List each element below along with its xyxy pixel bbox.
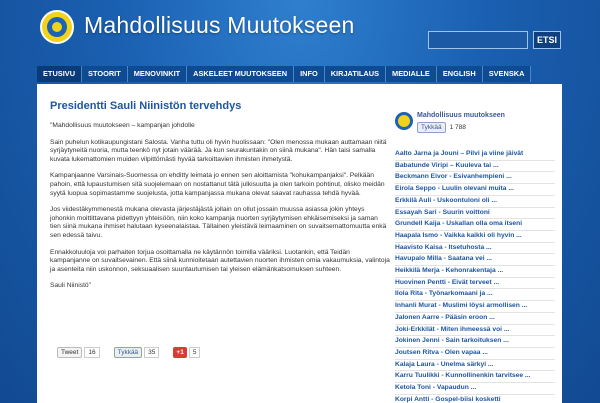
story-link[interactable]: Huovinen Pentti - Eivät terveet ... (395, 278, 555, 290)
article-title: Presidentti Sauli Niinistön tervehdys (50, 100, 242, 112)
share-bar (57, 347, 214, 358)
story-link[interactable]: Ketola Toni - Vapaudun ... (395, 383, 555, 395)
content-panel (37, 84, 562, 403)
article-paragraph: Jos viidestäkymmenestä mukana olevasta järjestäjästä jollain on ollut jossain muussa asiassa jokin yhteys johonkin moittittavana pidettyyn yhteisöön, niin koko kampanja nuorten syrjäytymisen ehkäisemiseksi ja saman tien siinä mukana ihmiset halutaan kyseenalaistaa. Tällainen yleistävä leimaaminen on suvaitsemattomuutta enkä sen edessä taivu. (50, 206, 387, 239)
search-button[interactable]: ETSI (533, 31, 561, 49)
story-link[interactable]: Eirola Seppo - Luulin olevani muita ... (395, 184, 555, 196)
search-input[interactable] (428, 31, 528, 49)
story-link[interactable]: Inhanli Murat - Muslimi löysi armollisen ... (395, 301, 555, 313)
story-link[interactable]: Babatunde Viripi – Kuuleva tai ... (395, 161, 555, 173)
article (50, 100, 390, 299)
story-link[interactable]: Aalto Jarna ja Jouni – Pilvi ja viine jäivät (395, 149, 555, 161)
story-link[interactable]: Heikkilä Merja - Kehonrakentaja ... (395, 266, 555, 278)
site-title[interactable]: Mahdollisuus Muutokseen (84, 12, 355, 38)
article-paragraph: Kampanjaanne Varsinais-Suomessa on ehditty leimata jo ennen sen aloittamista "kohukampanjaksi". Pelkään pahoin, että lupaustumisen sitä suojelemaan on nostattanut tätä julkisuutta ja olen tarkoin pohtinut, olisko meidän syytä luopua sopimastamme suojelusta, jotta kampanjassa mukana olevat saavat rauhassa tehdä hyvää. (50, 172, 385, 197)
story-link[interactable]: Jalonen Aarre - Pääsin eroon ... (395, 313, 555, 325)
story-link-list (395, 149, 555, 403)
nav-item-english[interactable]: ENGLISH (437, 66, 483, 82)
facebook-page-name[interactable]: Mahdollisuus muutokseen (417, 112, 505, 119)
google-plus-count: 5 (189, 347, 201, 358)
story-link[interactable]: Haavisto Kaisa - Itsetuhosta ... (395, 243, 555, 255)
story-link[interactable]: Korpi Antti - Gospel-biisi kosketti (395, 395, 555, 403)
tweet-button[interactable]: Tweet (57, 347, 82, 358)
nav-item-medialle[interactable]: MEDIALLE (386, 66, 437, 82)
nav-item-askeleet[interactable]: ASKELEET MUUTOKSEEN (187, 66, 294, 82)
story-link[interactable]: Grundell Kaija - Uskallan olla oma itseni (395, 219, 555, 231)
story-link[interactable]: Beckmann Eivor - Esivanhempieni ... (395, 172, 555, 184)
story-link[interactable]: Joutsen Ritva - Olen vapaa ... (395, 348, 555, 360)
google-plus-button[interactable]: +1 (173, 347, 186, 358)
facebook-like-button[interactable]: Tykkää (114, 347, 143, 358)
story-link[interactable]: Joki-Erkkilät - Miten ihmeessä voi ... (395, 325, 555, 337)
nav-item-etusivu[interactable]: ETUSIVU (37, 66, 82, 82)
story-link[interactable]: Karru Tuulikki - Kunnollinenkin tarvitsee ... (395, 371, 555, 383)
nav-item-kirjatilaus[interactable]: KIRJATILAUS (325, 66, 386, 82)
logo-icon[interactable] (40, 10, 74, 44)
story-link[interactable]: Ilola Rita - Työnarkomaani ja ... (395, 289, 555, 301)
nav-item-svenska[interactable]: SVENSKA (483, 66, 532, 82)
article-paragraph: "Mahdollisuus muutokseen – kampanjan johdolle (50, 122, 195, 129)
facebook-like-count: 35 (144, 347, 159, 358)
story-link[interactable]: Haapala Ismo - Vaikka kaikki oli hyvin ... (395, 231, 555, 243)
article-paragraph: Sauli Niinistö" (50, 282, 92, 290)
nav-item-stoorit[interactable]: STOORIT (82, 66, 128, 82)
story-link[interactable]: Essayah Sari - Suurin voittoni (395, 208, 555, 220)
site-header (0, 0, 600, 64)
facebook-page-like-count: 1 788 (449, 124, 466, 131)
story-link[interactable]: Jokinen Jenni - Sain tarkoituksen ... (395, 336, 555, 348)
article-paragraph: Sain puhelun kotikaupungistani Salosta. Vanha tuttu oli hyvin huolissaan: "Olen menossa mukaan auttamaan niitä syrjäytyneitä nuoria, mutta teenkö nyt jotain väärää. Ja kun seurakuntakin on siinä mukana". Hän taisi samalla kuvata lukemattomien muiden vilpittömästi hyvää tarkoittavien ihmisten ihmetystä. (50, 138, 387, 163)
page-logo-icon[interactable] (395, 112, 413, 130)
story-link[interactable]: Havupalo Milla - Saatana vei ... (395, 254, 555, 266)
tweet-count: 16 (84, 347, 99, 358)
article-paragraph: Ennakkoluuloja voi parhaiten torjua osoittamalla ne käytännön toimilla vääriksi. Luotankin, että Teidän kampanjanne on suvaitsevainen. Että siinä kunnioitetaan autettavien nuorten ihmisten omia vakaumuksia, valintoja ja asenteita niin uskonnon, seksuaalisen suuntautumisen tai yleisen elämänkatsomuksen suhteen. (50, 248, 390, 273)
story-link[interactable]: Erkkilä Auli - Uskoontuloni oli ... (395, 196, 555, 208)
facebook-page-box (395, 112, 555, 133)
sidebar (395, 112, 555, 403)
nav-item-info[interactable]: INFO (294, 66, 325, 82)
story-link[interactable]: Kalaja Laura - Unelma särkyi ... (395, 360, 555, 372)
facebook-page-like-button[interactable]: Tykkää (417, 122, 446, 133)
main-nav (37, 66, 531, 82)
nav-item-menovinkit[interactable]: MENOVINKIT (128, 66, 187, 82)
